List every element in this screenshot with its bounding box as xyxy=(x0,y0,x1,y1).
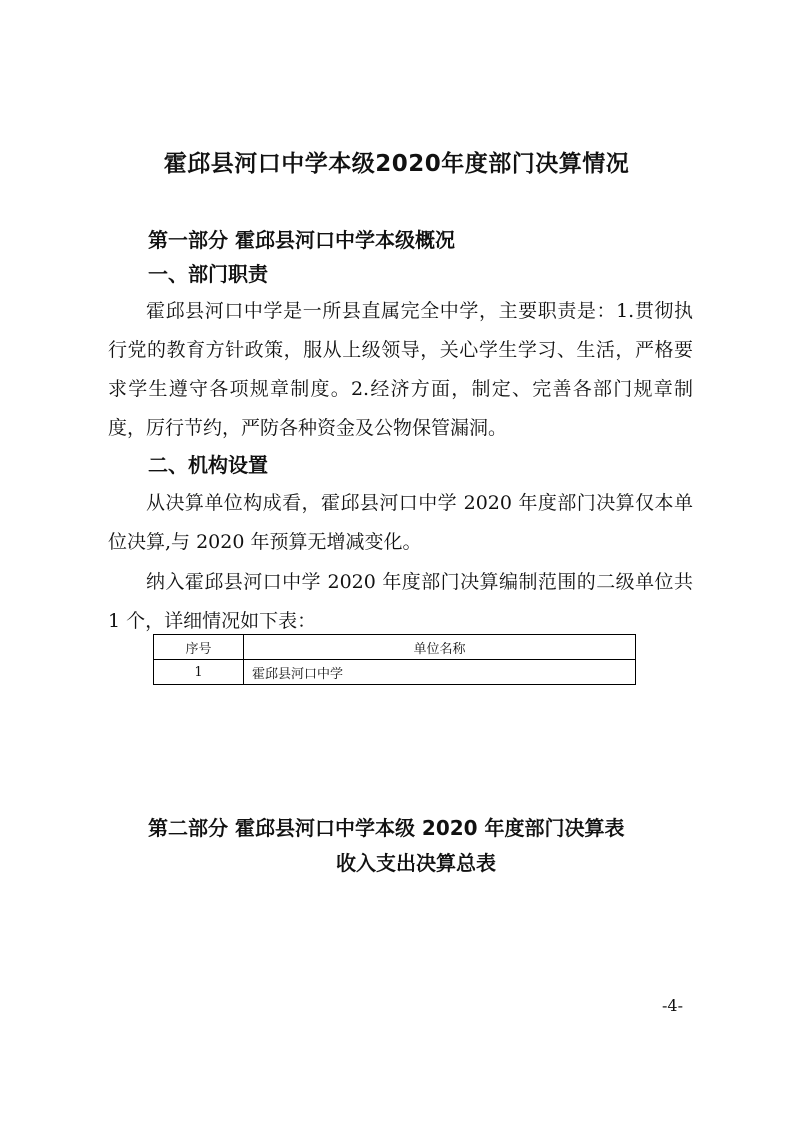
section2-heading: 二、机构设置 xyxy=(148,453,268,477)
table-row xyxy=(154,660,636,685)
part2-subheading: 收入支出决算总表 xyxy=(336,851,496,875)
document-title: 霍邱县河口中学本级2020年度部门决算情况 xyxy=(163,151,630,177)
section1-paragraph: 霍邱县河口中学是一所县直属完全中学，主要职责是：1.贯彻执行党的教育方针政策，服从上级领导，关心学生学习、生活，严格要求学生遵守各项规章制度。2.经济方面，制定、完善各部门规章制度，厉行节约，严防各种资金及公物保管漏洞。 xyxy=(108,300,693,439)
unit-table xyxy=(153,634,636,685)
table-header-row xyxy=(154,635,636,660)
section2-paragraph-2: 纳入霍邱县河口中学 2020 年度部门决算编制范围的二级单位共 1 个，详细情况如下表： xyxy=(108,571,693,632)
part2-heading: 第二部分 霍邱县河口中学本级 2020 年度部门决算表 xyxy=(148,816,625,840)
table-header-number: 序号 xyxy=(154,635,244,660)
page-number: -4- xyxy=(662,996,683,1015)
table-header-unit-name: 单位名称 xyxy=(244,635,636,660)
table-cell-unit-name: 霍邱县河口中学 xyxy=(244,660,636,685)
table-cell-number: 1 xyxy=(154,660,244,685)
part1-heading: 第一部分 霍邱县河口中学本级概况 xyxy=(148,228,455,252)
section1-heading: 一、部门职责 xyxy=(148,262,268,286)
section2-paragraph-1: 从决算单位构成看，霍邱县河口中学 2020 年度部门决算仅本单位决算,与 2020 年预算无增减变化。 xyxy=(108,492,693,553)
